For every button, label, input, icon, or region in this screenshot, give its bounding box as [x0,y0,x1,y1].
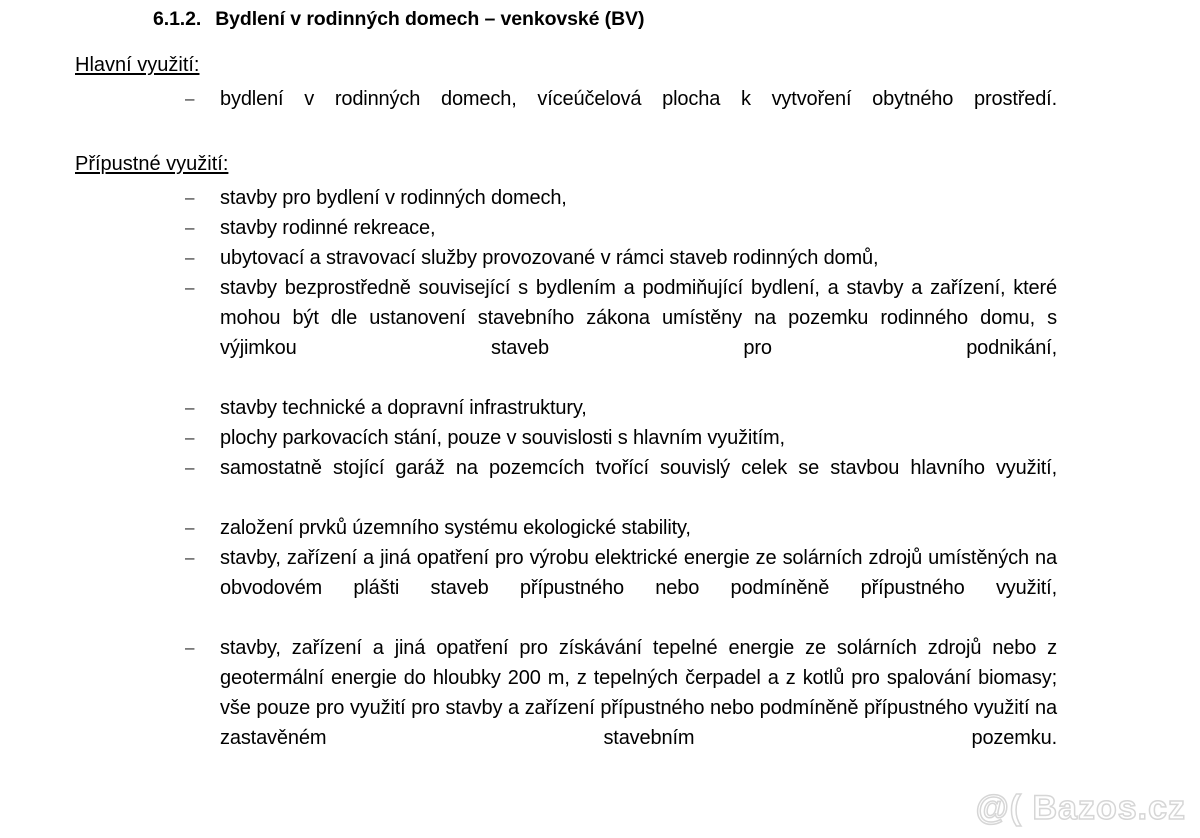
bullet-dash-icon: – [185,248,195,267]
list-item-text: stavby, zařízení a jiná opatření pro výrobu elektrické energie ze solárních zdrojů umístěných na obvodovém plášti staveb přípustného nebo podmíněně přípustného využití, [220,547,1057,599]
list-item-text: plochy parkovacích stání, pouze v souvislosti s hlavním využitím, [220,427,785,449]
list-item [185,84,1057,144]
list-item [185,423,1057,453]
bullet-dash-icon: – [185,638,195,657]
list-item [185,633,1057,783]
bullet-dash-icon: – [185,428,195,447]
list-item-text: stavby pro bydlení v rodinných domech, [220,187,567,209]
bullet-dash-icon: – [185,518,195,537]
bullet-dash-icon: – [185,188,195,207]
list-item [185,243,1057,273]
section-heading-pripustne-vyuziti: Přípustné využití: [75,153,229,175]
bullet-dash-icon: – [185,278,195,297]
list-item-text: stavby bezprostředně související s bydlením a podmiňující bydlení, a stavby a zařízení, které mohou být dle ustanovení stavebního zákona umístěny na pozemku rodinného domu, s výjimkou staveb pro podnikání, [220,277,1057,359]
bullet-dash-icon: – [185,398,195,417]
page-title [153,8,644,31]
list-item [185,543,1057,633]
list-item [185,183,1057,213]
section-heading-hlavni-vyuziti: Hlavní využití: [75,54,200,76]
list-item [185,393,1057,423]
heading-number: 6.1.2. [153,8,202,30]
heading-text: Bydlení v rodinných domech – venkovské (BV) [215,8,645,30]
list-item-text: založení prvků územního systému ekologické stability, [220,517,691,539]
list-item-text: ubytovací a stravovací služby provozované v rámci staveb rodinných domů, [220,247,879,269]
bullet-dash-icon: – [185,89,195,108]
bullet-list-pripustne-vyuziti [185,183,1057,783]
watermark-bazos: @( Bazos.cz [975,789,1186,827]
list-item [185,453,1057,513]
bullet-dash-icon: – [185,218,195,237]
list-item-text: stavby, zařízení a jiná opatření pro získávání tepelné energie ze solárních zdrojů nebo z geotermální energie do hloubky 200 m, z tepelných čerpadel a z kotlů pro spalování biomasy; vše pouze pro využití pro stavby a zařízení přípustného nebo podmíněně přípustného využití na zastavěném stavebním pozemku. [220,637,1057,749]
list-item-text: stavby technické a dopravní infrastruktury, [220,397,587,419]
list-item-text: bydlení v rodinných domech, víceúčelová plocha k vytvoření obytného prostředí. [220,88,1057,110]
list-item-text: samostatně stojící garáž na pozemcích tvořící souvislý celek se stavbou hlavního využití, [220,457,1057,479]
bullet-list-hlavni-vyuziti [185,84,1057,144]
list-item-text: stavby rodinné rekreace, [220,217,436,239]
list-item [185,213,1057,243]
list-item [185,513,1057,543]
bullet-dash-icon: – [185,458,195,477]
bullet-dash-icon: – [185,548,195,567]
list-item [185,273,1057,393]
